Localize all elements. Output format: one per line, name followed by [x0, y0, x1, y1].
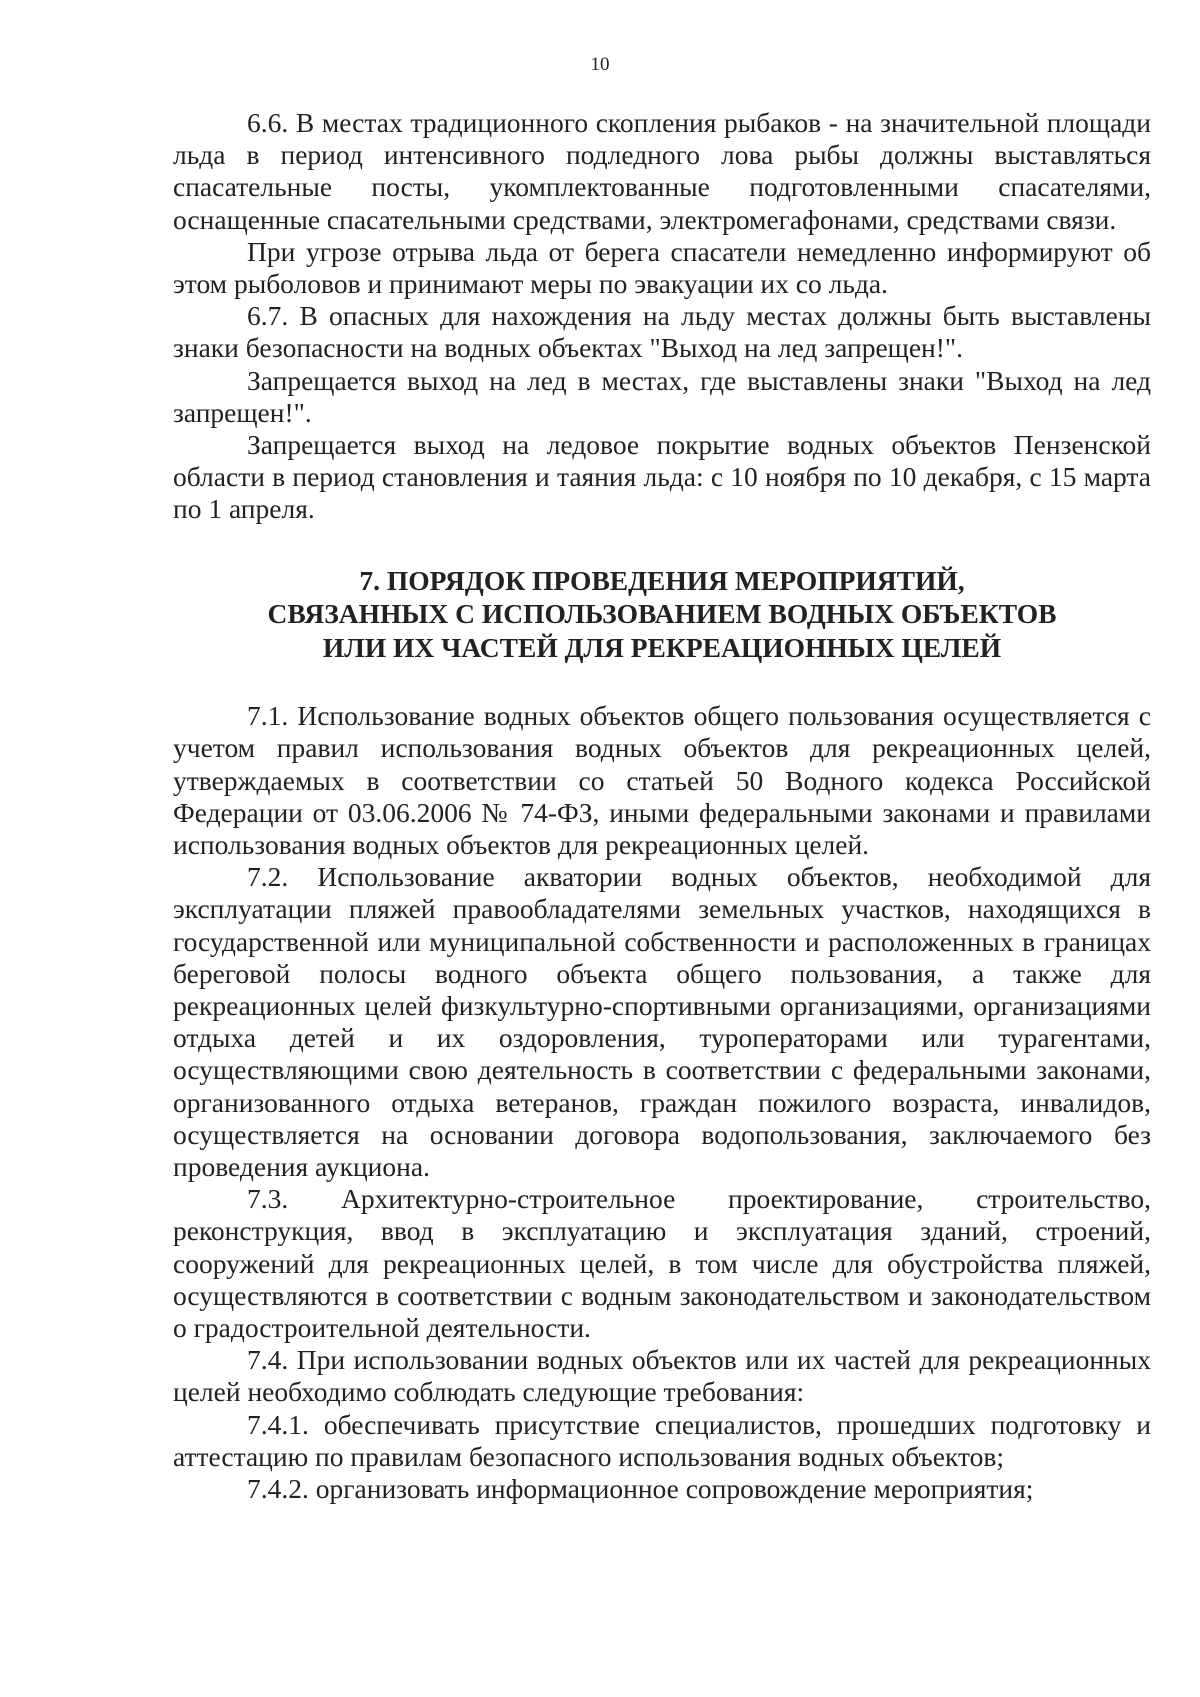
document-body	[173, 107, 1151, 1505]
paragraph-7-4: 7.4. При использовании водных объектов или их частей для рекреационных целей необходимо соблюдать следующие требования:	[173, 1344, 1151, 1408]
paragraph-6-7: 6.7. В опасных для нахождения на льду местах должны быть выставлены знаки безопасности на водных объектах "Выход на лед запрещен!".	[173, 300, 1151, 364]
section-7-heading-line-1: 7. ПОРЯДОК ПРОВЕДЕНИЯ МЕРОПРИЯТИЙ,	[359, 564, 965, 596]
section-7-heading	[173, 564, 1151, 665]
paragraph-7-4-2: 7.4.2. организовать информационное сопровождение мероприятия;	[247, 1473, 1034, 1505]
paragraph-7-4-1: 7.4.1. обеспечивать присутствие специалистов, прошедших подготовку и аттестацию по правилам безопасного использования водных объектов;	[173, 1408, 1151, 1472]
paragraph-7-2: 7.2. Использование акватории водных объектов, необходимой для эксплуатации пляжей правообладателями земельных участков, находящихся в государственной или муниципальной собственности и расположенных в границах береговой полосы водного объекта общего пользования, а также для рекреационных целей физкультурно-спортивными организациями, организациями отдыха детей и их оздоровления, туроператорами или турагентами, осуществляющими свою деятельность в соответствии с федеральными законами, организованного отдыха ветеранов, граждан пожилого возраста, инвалидов, осуществляется на основании договора водопользования, заключаемого без проведения аукциона.	[173, 861, 1151, 1182]
section-7-heading-line-2: СВЯЗАННЫХ С ИСПОЛЬЗОВАНИЕМ ВОДНЫХ ОБЪЕКТОВ	[267, 598, 1057, 630]
paragraph-ice-exit-prohibited: Запрещается выход на лед в местах, где выставлены знаки "Выход на лед запрещен!".	[173, 364, 1151, 428]
page-number: 10	[590, 54, 610, 75]
paragraph-6-6: 6.6. В местах традиционного скопления рыбаков - на значительной площади льда в период интенсивного подледного лова рыбы должны выставляться спасательные посты, укомплектованные подготовленными спасателями, оснащенные спасательными средствами, электромегафонами, средствами связи.	[173, 107, 1151, 235]
paragraph-7-3: 7.3. Архитектурно-строительное проектирование, строительство, реконструкция, ввод в эксплуатацию и эксплуатация зданий, строений, сооружений для рекреационных целей, в том числе для обустройства пляжей, осуществляются в соответствии с водным законодательством и законодательством о градостроительной деятельности.	[173, 1183, 1151, 1343]
paragraph-ice-break-threat: При угрозе отрыва льда от берега спасатели немедленно информируют об этом рыболовов и принимают меры по эвакуации их со льда.	[173, 235, 1151, 300]
paragraph-7-1: 7.1. Использование водных объектов общего пользования осуществляется с учетом правил использования водных объектов для рекреационных целей, утверждаемых в соответствии со статьей 50 Водного кодекса Российской Федерации от 03.06.2006 № 74-ФЗ, иными федеральными законами и правилами использования водных объектов для рекреационных целей.	[173, 700, 1151, 860]
section-7-heading-line-3: ИЛИ ИХ ЧАСТЕЙ ДЛЯ РЕКРЕАЦИОННЫХ ЦЕЛЕЙ	[322, 631, 1002, 663]
paragraph-ice-season-prohibition: Запрещается выход на ледовое покрытие водных объектов Пензенской области в период становления и таяния льда: с 10 ноября по 10 декабря, с 15 марта по 1 апреля.	[173, 429, 1151, 525]
